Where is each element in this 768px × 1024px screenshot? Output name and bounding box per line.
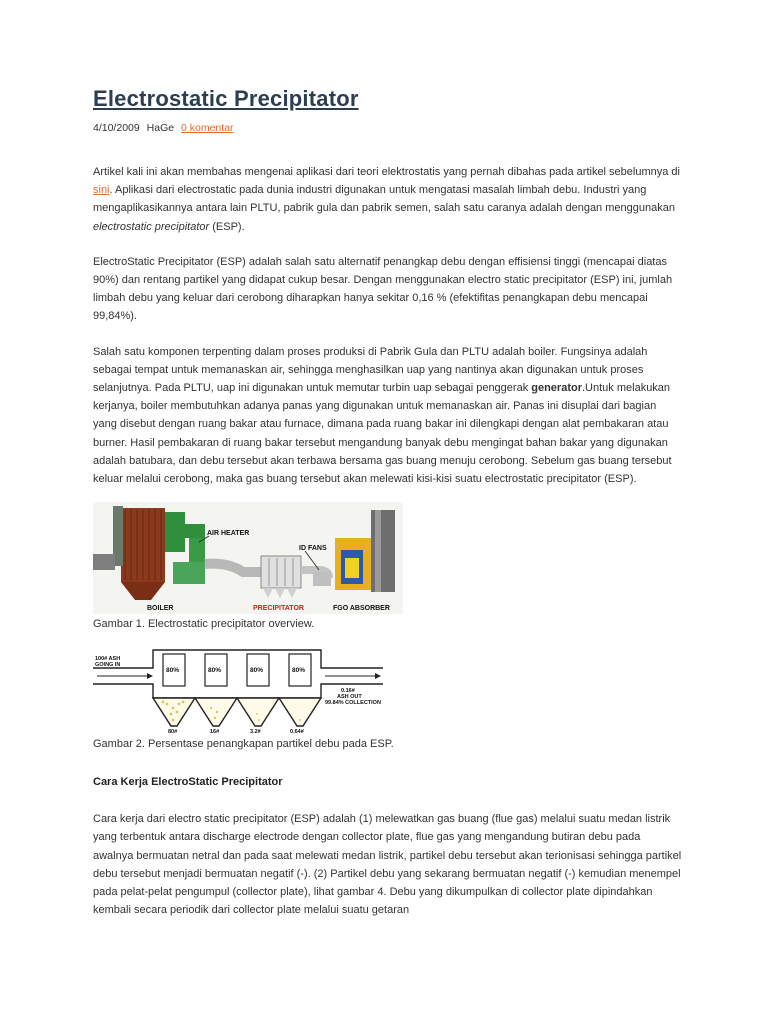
paragraph-text: Artikel kali ini akan membahas mengenai aplikasi dari teori elektrostatis yang pernah dibahas pada artikel sebelumnya di [93, 166, 680, 178]
post-title[interactable]: Electrostatic Precipitator [93, 86, 359, 111]
outlet-label-2: ASH OUT [337, 694, 362, 701]
stack-shape [371, 510, 395, 592]
paragraph-text: .Untuk melakukan kerjanya, boiler membutuhkan adanya panas yang digunakan untuk memanaskan air. Panas ini disuplai dari bagian yang disebut dengan ruang bakar atau furnace, dimana pada ruang bakar ini dilengkapi dengan alat pembakaran atau burner. Hasil pembakaran di ruang bakar tersebut mengandung banyak debu mengingat bahan bakar yang digunakan adalah batubara, dan debu tersebut akan terbawa bersama gas buang menuju cerobong. Sebelum gas buang tersebut keluar melalui cerobong, maka gas buang tersebut akan melewati kisi-kisi suatu electrostatic precipitator (ESP). [93, 382, 672, 486]
figure-1-diagram [93, 502, 403, 614]
paragraph-emphasis: electrostatic precipitator [93, 220, 210, 233]
blog-post [93, 84, 683, 919]
paragraph-bold: generator [531, 382, 582, 395]
field-pct-2: 80% [208, 667, 222, 675]
label-boiler: BOILER [147, 605, 174, 613]
figure-1-caption: Gambar 1. Electrostatic precipitator overview. [93, 618, 315, 631]
label-precipitator: PRECIPITATOR [253, 605, 304, 613]
paragraph-text: Salah satu komponen terpenting dalam proses produksi di Pabrik Gula dan PLTU adalah boiler. Fungsinya adalah sebagai tempat untuk memanaskan air, sehingga menghasilkan uap yang nantinya akan digunakan untuk proses selanjutnya. Pada PLTU, uap ini digunakan untuk memutar turbin uap sebagai penggerak [93, 345, 648, 395]
inlet-label-1: 100# ASH [95, 656, 121, 663]
post-date: 4/10/2009 [93, 122, 140, 134]
section-heading: Cara Kerja ElectroStatic Precipitator [93, 776, 283, 789]
figure-2-caption: Gambar 2. Persentase penangkapan partikel debu pada ESP. [93, 738, 394, 751]
hopper-value-2: 16# [210, 729, 220, 735]
post-author: HaGe [146, 122, 175, 134]
paragraph-esp-definition: ElectroStatic Precipitator (ESP) adalah salah satu alternatif penangkap debu dengan effisiensi tinggi (mencapai diatas 90%) dan rentang partikel yang didapat cukup besar. Dengan menggunakan electro static precipitator (ESP) ini, jumlah limbah debu yang keluar dari cerobong diharapkan hanya sekitar 0,16 % (efektifitas penangkapan debu mencapai 99,84%). [93, 255, 673, 323]
hopper-value-3: 3.2# [250, 729, 261, 735]
inlet-label-2: GOING IN [95, 662, 121, 669]
field-pct-3: 80% [250, 667, 264, 675]
field-pct-1: 80% [166, 667, 180, 675]
comments-link[interactable]: 0 komentar [181, 122, 234, 134]
paragraph-working-principle: Cara kerja dari electro static precipitator (ESP) adalah (1) melewatkan gas buang (flue gas) melalui suatu medan listrik yang terbentuk antara discharge electrode dengan collector plate, flue gas yang mengandung butiran debu pada awalnya bermuatan netral dan pada saat melewati medan listrik, partikel debu tersebut akan terionisasi sehingga partikel debu tersebut menjadi bermuatan negatif (-). (2) Partikel debu yang sekarang bermuatan negatif (-) kemudian menempel pada pelat-pelat pengumpul (collector plate), lihat gambar 4. Debu yang dikumpulkan di collector plate dipindahkan kembali secara periodik dari collector plate melalui suatu getaran [93, 813, 682, 917]
outlet-label-3: 99.84% COLLECTION [325, 700, 381, 707]
paragraph-intro [93, 163, 683, 236]
paragraph-boiler [93, 343, 683, 489]
hopper-value-4: 0.64# [290, 729, 304, 735]
sini-link[interactable]: sini [93, 184, 110, 197]
figure-2-diagram [93, 640, 403, 734]
label-id-fans: ID FANS [299, 545, 327, 553]
outlet-label-1: 0.16# [341, 688, 355, 695]
post-meta [93, 121, 683, 135]
paragraph-text: . Aplikasi dari electrostatic pada dunia industri digunakan untuk mengatasi masalah limbah debu. Industri yang mengaplikasikannya antara lain PLTU, pabrik gula dan pabrik semen, salah satu caranya adalah dengan menggunakan [93, 184, 675, 215]
precipitator-shape [261, 556, 301, 588]
label-fgo-absorber: FGO ABSORBER [333, 605, 390, 613]
hopper-value-1: 80# [168, 729, 178, 735]
paragraph-text: (ESP). [209, 220, 245, 233]
field-pct-4: 80% [292, 667, 306, 675]
label-air-heater: AIR HEATER [207, 530, 250, 538]
